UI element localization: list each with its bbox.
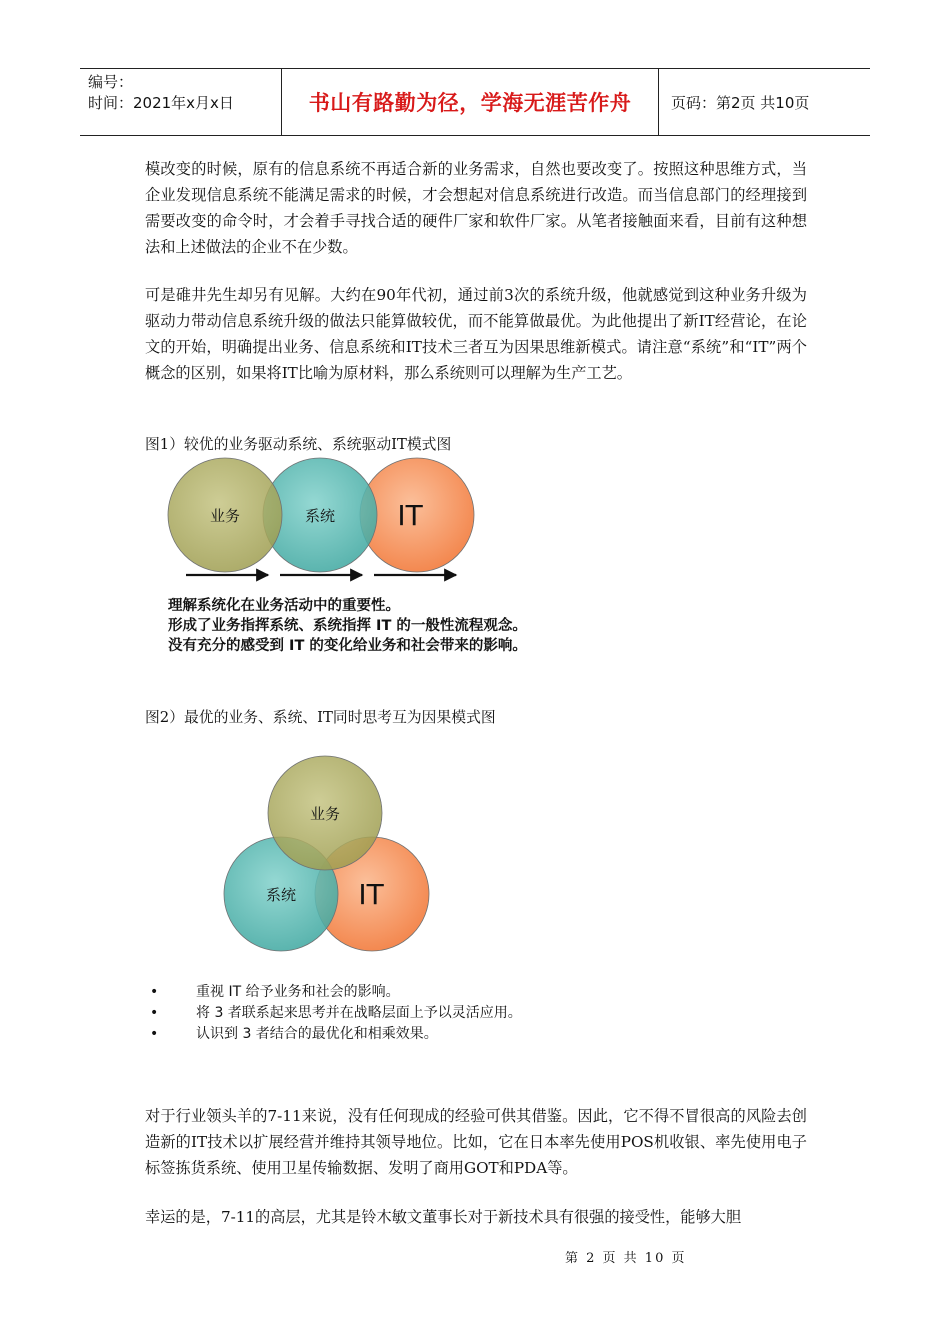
bullet-text: 重视 IT 给予业务和社会的影响。	[196, 984, 400, 1000]
circle-label-business: 业务	[309, 805, 341, 823]
bullet-text: 认识到 3 者结合的最优化和相乘效果。	[196, 1026, 438, 1042]
figure2-caption: 图2）最优的业务、系统、IT同时思考互为因果模式图	[145, 709, 496, 726]
paragraph-3: 对于行业领头羊的7-11来说，没有任何现成的经验可供其借鉴。因此，它不得不冒很高的风险去创造新的IT技术以扩展经营并维持其领导地位。比如，它在日本率先使用POS机收银、率先使用电子标签拣货系统、使用卫星传输数据、发明了商用GOT和PDA等。	[145, 1107, 807, 1177]
figure1-note: 没有充分的感受到 IT 的变化给业务和社会带来的影响。	[168, 638, 527, 654]
figure1-note: 理解系统化在业务活动中的重要性。	[168, 598, 400, 614]
figure1-notes	[168, 596, 527, 656]
circle-label-business: 业务	[209, 507, 241, 525]
paragraph-1: 模改变的时候，原有的信息系统不再适合新的业务需求，自然也要改变了。按照这种思维方式，当企业发现信息系统不能满足需求的时候，才会想起对信息系统进行改造。而当信息部门的经理接到需要改变的命令时，才会着手寻找合适的硬件厂家和软件厂家。从笔者接触面来看，目前有这种想法和上述做法的企业不在少数。	[145, 160, 807, 256]
figure1-diagram	[160, 455, 480, 590]
bullet-symbol: •	[150, 1005, 159, 1021]
page-footer: 第 2 页 共 10 页	[565, 1251, 687, 1266]
figure2-diagram	[215, 745, 440, 960]
figure1-note: 形成了业务指挥系统、系统指挥 IT 的一般性流程观念。	[168, 618, 527, 634]
circle-label-system: 系统	[304, 507, 336, 525]
circle-label-system: 系统	[265, 886, 297, 904]
figure2-bullets	[150, 982, 522, 1045]
page-header	[80, 68, 870, 136]
list-item	[150, 1024, 522, 1045]
list-item	[150, 982, 522, 1003]
paragraph-4: 幸运的是，7-11的高层，尤其是铃木敏文董事长对于新技术具有很强的接受性，能够大胆	[145, 1208, 742, 1226]
paragraph-2: 可是碓井先生却另有见解。大约在90年代初，通过前3次的系统升级，他就感觉到这种业务升级为驱动力带动信息系统升级的做法只能算做较优，而不能算做最优。为此他提出了新IT经营论，在论文的开始，明确提出业务、信息系统和IT技术三者互为因果思维新模式。请注意“系统”和“IT”两个概念的区别，如果将IT比喻为原材料，那么系统则可以理解为生产工艺。	[145, 286, 807, 382]
list-item	[150, 1003, 522, 1024]
date-label: 时间：2021年x月x日	[88, 94, 234, 112]
figure1-caption: 图1）较优的业务驱动系统、系统驱动IT模式图	[145, 436, 452, 453]
bullet-text: 将 3 者联系起来思考并在战略层面上予以灵活应用。	[196, 1005, 522, 1021]
circle-label-it: IT	[358, 878, 384, 911]
header-motto: 书山有路勤为径，学海无涯苦作舟	[282, 69, 659, 135]
number-label: 编号：	[88, 73, 134, 91]
header-meta	[80, 69, 282, 135]
circle-label-it: IT	[397, 499, 423, 532]
bullet-symbol: •	[150, 984, 159, 1000]
bullet-symbol: •	[150, 1026, 159, 1042]
header-page-label: 页码：第2页 共10页	[671, 93, 810, 112]
